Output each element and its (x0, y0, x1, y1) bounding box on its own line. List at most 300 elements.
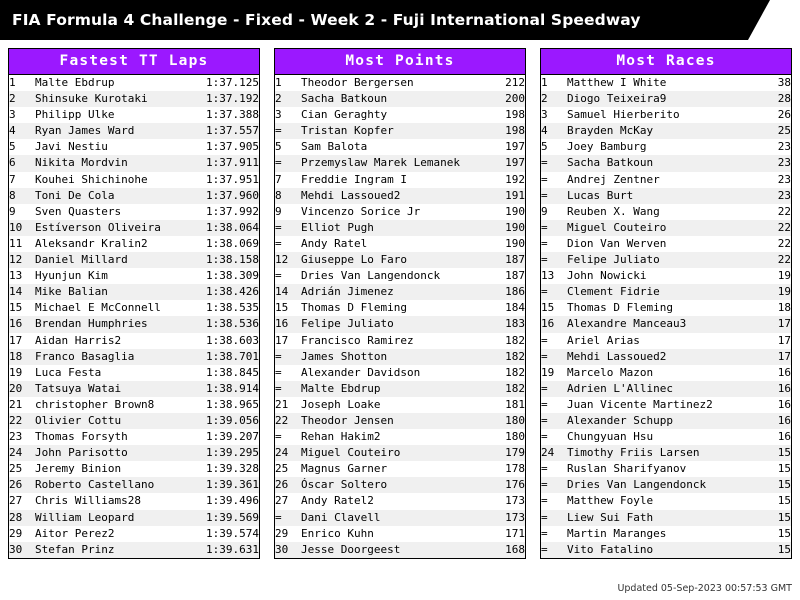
row-value: 1:37.905 (206, 140, 259, 154)
row-position: 30 (9, 542, 35, 558)
table-row (541, 333, 791, 349)
table-row (541, 236, 791, 252)
row-driver-name: Freddie Ingram I (301, 172, 407, 186)
row-value: 190 (505, 236, 525, 250)
row-driver-name: Magnus Garner (301, 462, 388, 476)
row-position: = (541, 381, 567, 397)
row-value: 198 (500, 123, 525, 139)
table-row (9, 188, 259, 204)
row-position: 19 (541, 365, 555, 379)
row-value: 1:37.951 (206, 172, 259, 186)
row-value: 198 (505, 108, 525, 122)
row-driver-name: Aidan Harris2 (35, 333, 122, 347)
table-row (541, 493, 791, 509)
row-value: 1:39.056 (193, 413, 259, 429)
row-value: 23 (772, 155, 791, 171)
row-value: 197 (500, 155, 525, 171)
table-row (541, 445, 791, 461)
table-row (541, 542, 791, 558)
row-driver-name: Joey Bamburg (567, 140, 647, 154)
row-value: 17 (772, 316, 791, 332)
row-value: 38 (777, 76, 791, 89)
table-row (541, 204, 791, 220)
row-position: = (275, 381, 301, 397)
row-value: 187 (505, 269, 525, 283)
row-position: 13 (9, 269, 23, 283)
row-driver-name: Stefan Prinz (35, 542, 193, 558)
row-value: 16 (772, 413, 791, 429)
row-value: 15 (777, 462, 791, 476)
row-driver-name: Ariel Arias (567, 333, 640, 347)
row-driver-name: Rehan Hakim2 (301, 430, 381, 444)
row-position: = (541, 172, 548, 186)
row-value: 180 (500, 413, 525, 429)
row-driver-name: Sacha Batkoun (301, 91, 500, 107)
row-value: 1:39.207 (206, 430, 259, 444)
row-value: 1:39.496 (206, 494, 259, 508)
row-position: 29 (275, 526, 289, 540)
row-position: 17 (9, 333, 23, 347)
row-value: 190 (500, 220, 525, 236)
row-position: 20 (9, 381, 35, 397)
row-value: 186 (500, 284, 525, 300)
table-row (275, 139, 525, 155)
table-row (275, 107, 525, 123)
row-value: 15 (772, 510, 791, 526)
table-row (275, 445, 525, 461)
row-position: 3 (9, 108, 16, 122)
row-value: 183 (500, 316, 525, 332)
row-value: 1:38.064 (193, 220, 259, 236)
row-position: = (541, 526, 548, 540)
row-value: 1:37.192 (193, 91, 259, 107)
row-driver-name: Franco Basaglia (35, 349, 193, 365)
row-value: 187 (500, 252, 525, 268)
table-row (9, 268, 259, 284)
row-value: 17 (777, 333, 791, 347)
row-position: 21 (9, 397, 23, 411)
row-value: 192 (505, 172, 525, 186)
table-row (9, 284, 259, 300)
table-row (9, 493, 259, 509)
row-driver-name: Juan Vicente Martinez2 (567, 397, 713, 411)
table-row (541, 477, 791, 493)
row-position: = (275, 155, 301, 171)
row-driver-name: Dani Clavell (301, 510, 500, 526)
row-position: 22 (275, 413, 301, 429)
table-row (541, 381, 791, 397)
row-driver-name: Vincenzo Sorice Jr (301, 204, 421, 218)
row-value: 1:38.158 (193, 252, 259, 268)
row-value: 1:38.965 (206, 397, 259, 411)
table-row (9, 445, 259, 461)
row-position: 23 (9, 430, 23, 444)
table-row (275, 477, 525, 493)
table-row (275, 155, 525, 171)
row-driver-name: Alexander Davidson (301, 365, 421, 379)
table-row (541, 220, 791, 236)
row-value: 1:37.388 (206, 108, 259, 122)
table-row (541, 429, 791, 445)
row-position: 16 (275, 316, 301, 332)
row-value: 22 (772, 252, 791, 268)
table-row (541, 461, 791, 477)
row-driver-name: Felipe Juliato (567, 252, 772, 268)
row-value: 16 (777, 365, 791, 379)
row-value: 173 (500, 510, 525, 526)
table-row (275, 461, 525, 477)
row-driver-name: Vito Fatalino (567, 542, 772, 558)
row-driver-name: Diogo Teixeira9 (567, 91, 772, 107)
table-row (9, 316, 259, 332)
row-driver-name: Matthew Foyle (567, 494, 654, 508)
row-driver-name: Javi Nestiu (35, 140, 108, 154)
row-position: 24 (9, 445, 35, 461)
row-value: 1:39.295 (193, 445, 259, 461)
row-position: = (275, 123, 301, 139)
row-position: 1 (9, 76, 16, 89)
row-driver-name: William Leopard (35, 510, 193, 526)
row-value: 184 (505, 301, 525, 315)
row-value: 23 (777, 140, 791, 154)
row-value: 15 (772, 542, 791, 558)
table-row (9, 91, 259, 107)
row-value: 1:37.911 (193, 155, 259, 171)
row-position: = (541, 252, 567, 268)
table-row (541, 188, 791, 204)
table-row (541, 123, 791, 139)
row-position: = (541, 155, 567, 171)
row-driver-name: Miguel Couteiro (301, 445, 500, 461)
row-driver-name: Ruslan Sharifyanov (567, 462, 687, 476)
row-driver-name: Dion Van Werven (567, 236, 667, 250)
table-row (541, 252, 791, 268)
row-value: 168 (500, 542, 525, 558)
row-value: 22 (777, 204, 791, 218)
row-position: 27 (9, 494, 23, 508)
row-value: 197 (505, 140, 525, 154)
table-row (541, 413, 791, 429)
table-row (275, 526, 525, 542)
row-driver-name: Shinsuke Kurotaki (35, 91, 193, 107)
row-driver-name: Thomas D Fleming (567, 301, 673, 315)
row-driver-name: Mike Balian (35, 284, 193, 300)
table-row (9, 461, 259, 477)
row-position: = (541, 542, 567, 558)
row-driver-name: Toni De Cola (35, 188, 193, 204)
row-position: = (541, 430, 548, 444)
row-value: 19 (772, 284, 791, 300)
table-row (9, 365, 259, 381)
row-value: 15 (772, 445, 791, 461)
leaderboard-body-0 (9, 75, 259, 558)
row-position: 26 (9, 477, 35, 493)
row-value: 180 (505, 430, 525, 444)
row-position: 13 (541, 269, 555, 283)
row-position: 25 (9, 462, 23, 476)
row-driver-name: Lucas Burt (567, 188, 772, 204)
table-row (275, 91, 525, 107)
row-value: 1:38.069 (206, 236, 259, 250)
row-position: 4 (9, 123, 35, 139)
row-driver-name: Roberto Castellano (35, 477, 193, 493)
row-driver-name: Olivier Cottu (35, 413, 193, 429)
table-row (9, 75, 259, 91)
table-row (275, 284, 525, 300)
row-value: 1:38.309 (206, 269, 259, 283)
table-row (9, 397, 259, 413)
table-row (9, 413, 259, 429)
row-position: 8 (275, 188, 301, 204)
row-driver-name: Thomas Forsyth (35, 430, 128, 444)
row-position: = (541, 349, 567, 365)
row-position: 9 (9, 204, 16, 218)
row-value: 182 (505, 333, 525, 347)
row-driver-name: Malte Ebdrup (301, 381, 500, 397)
row-position: 3 (275, 108, 282, 122)
row-position: 15 (275, 301, 289, 315)
row-driver-name: Sacha Batkoun (567, 155, 772, 171)
row-driver-name: Miguel Couteiro (567, 220, 772, 236)
table-row (541, 300, 791, 316)
row-value: 1:38.845 (206, 365, 259, 379)
table-row (275, 316, 525, 332)
table-row (275, 333, 525, 349)
row-value: 1:37.960 (193, 188, 259, 204)
table-row (9, 155, 259, 171)
row-driver-name: Dries Van Langendonck (301, 269, 441, 283)
row-driver-name: Sven Quasters (35, 204, 122, 218)
row-position: 29 (9, 526, 23, 540)
row-position: 2 (541, 91, 567, 107)
table-row (275, 268, 525, 284)
table-row (275, 75, 525, 91)
row-position: = (275, 510, 301, 526)
row-value: 1:39.569 (193, 510, 259, 526)
row-position: = (541, 413, 567, 429)
row-position: 5 (9, 140, 16, 154)
row-position: 9 (541, 204, 548, 218)
table-row (275, 123, 525, 139)
row-value: 182 (500, 349, 525, 365)
row-value: 26 (777, 108, 791, 122)
row-driver-name: Thomas D Fleming (301, 301, 407, 315)
table-row (9, 333, 259, 349)
row-position: 22 (9, 413, 35, 429)
row-position: 3 (541, 108, 548, 122)
row-driver-name: Martin Maranges (567, 526, 667, 540)
row-value: 190 (505, 204, 525, 218)
row-position: = (541, 397, 548, 411)
row-driver-name: Jesse Doorgeest (301, 542, 500, 558)
row-value: 22 (777, 236, 791, 250)
row-driver-name: Adrien L'Allinec (567, 381, 772, 397)
row-value: 1:38.603 (206, 333, 259, 347)
column-title: Most Points (275, 49, 525, 75)
table-row (541, 510, 791, 526)
row-position: 14 (275, 284, 301, 300)
row-position: 21 (275, 397, 289, 411)
row-position: = (275, 349, 301, 365)
row-driver-name: Liew Sui Fath (567, 510, 772, 526)
row-value: 1:39.574 (206, 526, 259, 540)
row-position: = (541, 220, 567, 236)
table-row (541, 316, 791, 332)
table-row (9, 542, 259, 558)
row-value: 18 (777, 301, 791, 315)
row-position: = (275, 430, 282, 444)
row-position: 10 (9, 220, 35, 236)
table-row (541, 268, 791, 284)
row-position: 12 (9, 252, 35, 268)
row-position: 5 (275, 140, 282, 154)
row-position: = (275, 236, 282, 250)
row-value: 19 (777, 269, 791, 283)
row-position: 17 (275, 333, 289, 347)
row-value: 1:38.426 (193, 284, 259, 300)
row-value: 171 (505, 526, 525, 540)
table-row (541, 284, 791, 300)
row-value: 16 (772, 381, 791, 397)
table-row (9, 220, 259, 236)
row-position: 1 (275, 76, 282, 89)
table-row (541, 397, 791, 413)
row-value: 23 (777, 172, 791, 186)
table-row (541, 365, 791, 381)
table-row (9, 123, 259, 139)
table-row (275, 220, 525, 236)
table-row (275, 510, 525, 526)
updated-timestamp: Updated 05-Sep-2023 00:57:53 GMT (617, 583, 792, 594)
row-driver-name: Óscar Soltero (301, 477, 500, 493)
table-row (9, 236, 259, 252)
row-driver-name: Mehdi Lassoued2 (567, 349, 772, 365)
row-position: 5 (541, 140, 548, 154)
row-value: 1:37.557 (193, 123, 259, 139)
row-driver-name: Cian Geraghty (301, 108, 388, 122)
row-position: = (275, 220, 301, 236)
row-value: 22 (772, 220, 791, 236)
row-driver-name: Hyunjun Kim (35, 269, 108, 283)
page-title: FIA Formula 4 Challenge - Fixed - Week 2 - Fuji International Speedway (12, 11, 641, 29)
table-row (275, 349, 525, 365)
table-row (275, 542, 525, 558)
row-value: 179 (500, 445, 525, 461)
leaderboard-most-points (274, 48, 526, 559)
row-driver-name: Aleksandr Kralin2 (35, 236, 148, 250)
table-row (9, 429, 259, 445)
row-position: 24 (275, 445, 301, 461)
row-position: 8 (9, 188, 35, 204)
row-value: 182 (500, 381, 525, 397)
row-position: = (275, 365, 282, 379)
row-position: = (541, 236, 548, 250)
leaderboard-columns (0, 40, 800, 559)
table-row (275, 365, 525, 381)
row-driver-name: Joseph Loake (301, 397, 381, 411)
row-driver-name: Ryan James Ward (35, 123, 193, 139)
table-row (9, 107, 259, 123)
row-driver-name: Andrej Zentner (567, 172, 660, 186)
row-driver-name: John Nowicki (567, 269, 647, 283)
row-position: 14 (9, 284, 35, 300)
row-value: 1:39.328 (206, 462, 259, 476)
row-driver-name: Michael E McConnell (35, 301, 161, 315)
table-row (275, 172, 525, 188)
table-row (541, 172, 791, 188)
row-driver-name: Dries Van Langendonck (567, 477, 772, 493)
row-position: 7 (9, 172, 16, 186)
row-driver-name: Adrián Jimenez (301, 284, 500, 300)
leaderboard-table (275, 75, 525, 558)
row-value: 212 (505, 76, 525, 89)
row-position: 30 (275, 542, 301, 558)
row-position: 1 (541, 76, 548, 89)
table-row (275, 252, 525, 268)
row-value: 173 (505, 494, 525, 508)
row-position: 15 (541, 301, 555, 315)
table-row (275, 413, 525, 429)
leaderboard-body-1 (275, 75, 525, 558)
row-value: 15 (777, 494, 791, 508)
row-driver-name: Felipe Juliato (301, 316, 500, 332)
row-value: 1:38.914 (193, 381, 259, 397)
row-value: 181 (505, 397, 525, 411)
table-row (9, 526, 259, 542)
table-row (541, 526, 791, 542)
row-position: 19 (9, 365, 23, 379)
row-driver-name: Alexandre Manceau3 (567, 316, 772, 332)
leaderboard-body-2 (541, 75, 791, 558)
row-value: 1:39.361 (193, 477, 259, 493)
row-position: 16 (9, 316, 35, 332)
row-value: 191 (500, 188, 525, 204)
row-driver-name: Sam Balota (301, 140, 368, 154)
row-driver-name: Marcelo Mazon (567, 365, 654, 379)
row-position: = (275, 269, 282, 283)
table-row (541, 139, 791, 155)
row-position: 15 (9, 301, 23, 315)
row-position: 4 (541, 123, 567, 139)
row-driver-name: Estíverson Oliveira (35, 220, 193, 236)
header-banner (0, 0, 800, 40)
table-row (275, 397, 525, 413)
row-driver-name: Mehdi Lassoued2 (301, 188, 500, 204)
row-value: 15 (772, 477, 791, 493)
row-driver-name: Malte Ebdrup (35, 76, 115, 89)
row-driver-name: Jeremy Binion (35, 462, 122, 476)
table-row (9, 204, 259, 220)
column-title: Fastest TT Laps (9, 49, 259, 75)
row-position: 12 (275, 252, 301, 268)
table-row (9, 300, 259, 316)
leaderboard-fastest-tt-laps (8, 48, 260, 559)
row-position: 9 (275, 204, 282, 218)
table-row (9, 139, 259, 155)
table-row (275, 429, 525, 445)
row-position: = (541, 284, 567, 300)
row-value: 16 (777, 430, 791, 444)
row-position: = (541, 494, 548, 508)
row-value: 23 (772, 188, 791, 204)
table-row (541, 75, 791, 91)
row-driver-name: Luca Festa (35, 365, 102, 379)
row-position: 11 (9, 236, 23, 250)
row-value: 17 (772, 349, 791, 365)
table-row (275, 204, 525, 220)
row-driver-name: Tatsuya Watai (35, 381, 193, 397)
row-value: 1:38.701 (193, 349, 259, 365)
